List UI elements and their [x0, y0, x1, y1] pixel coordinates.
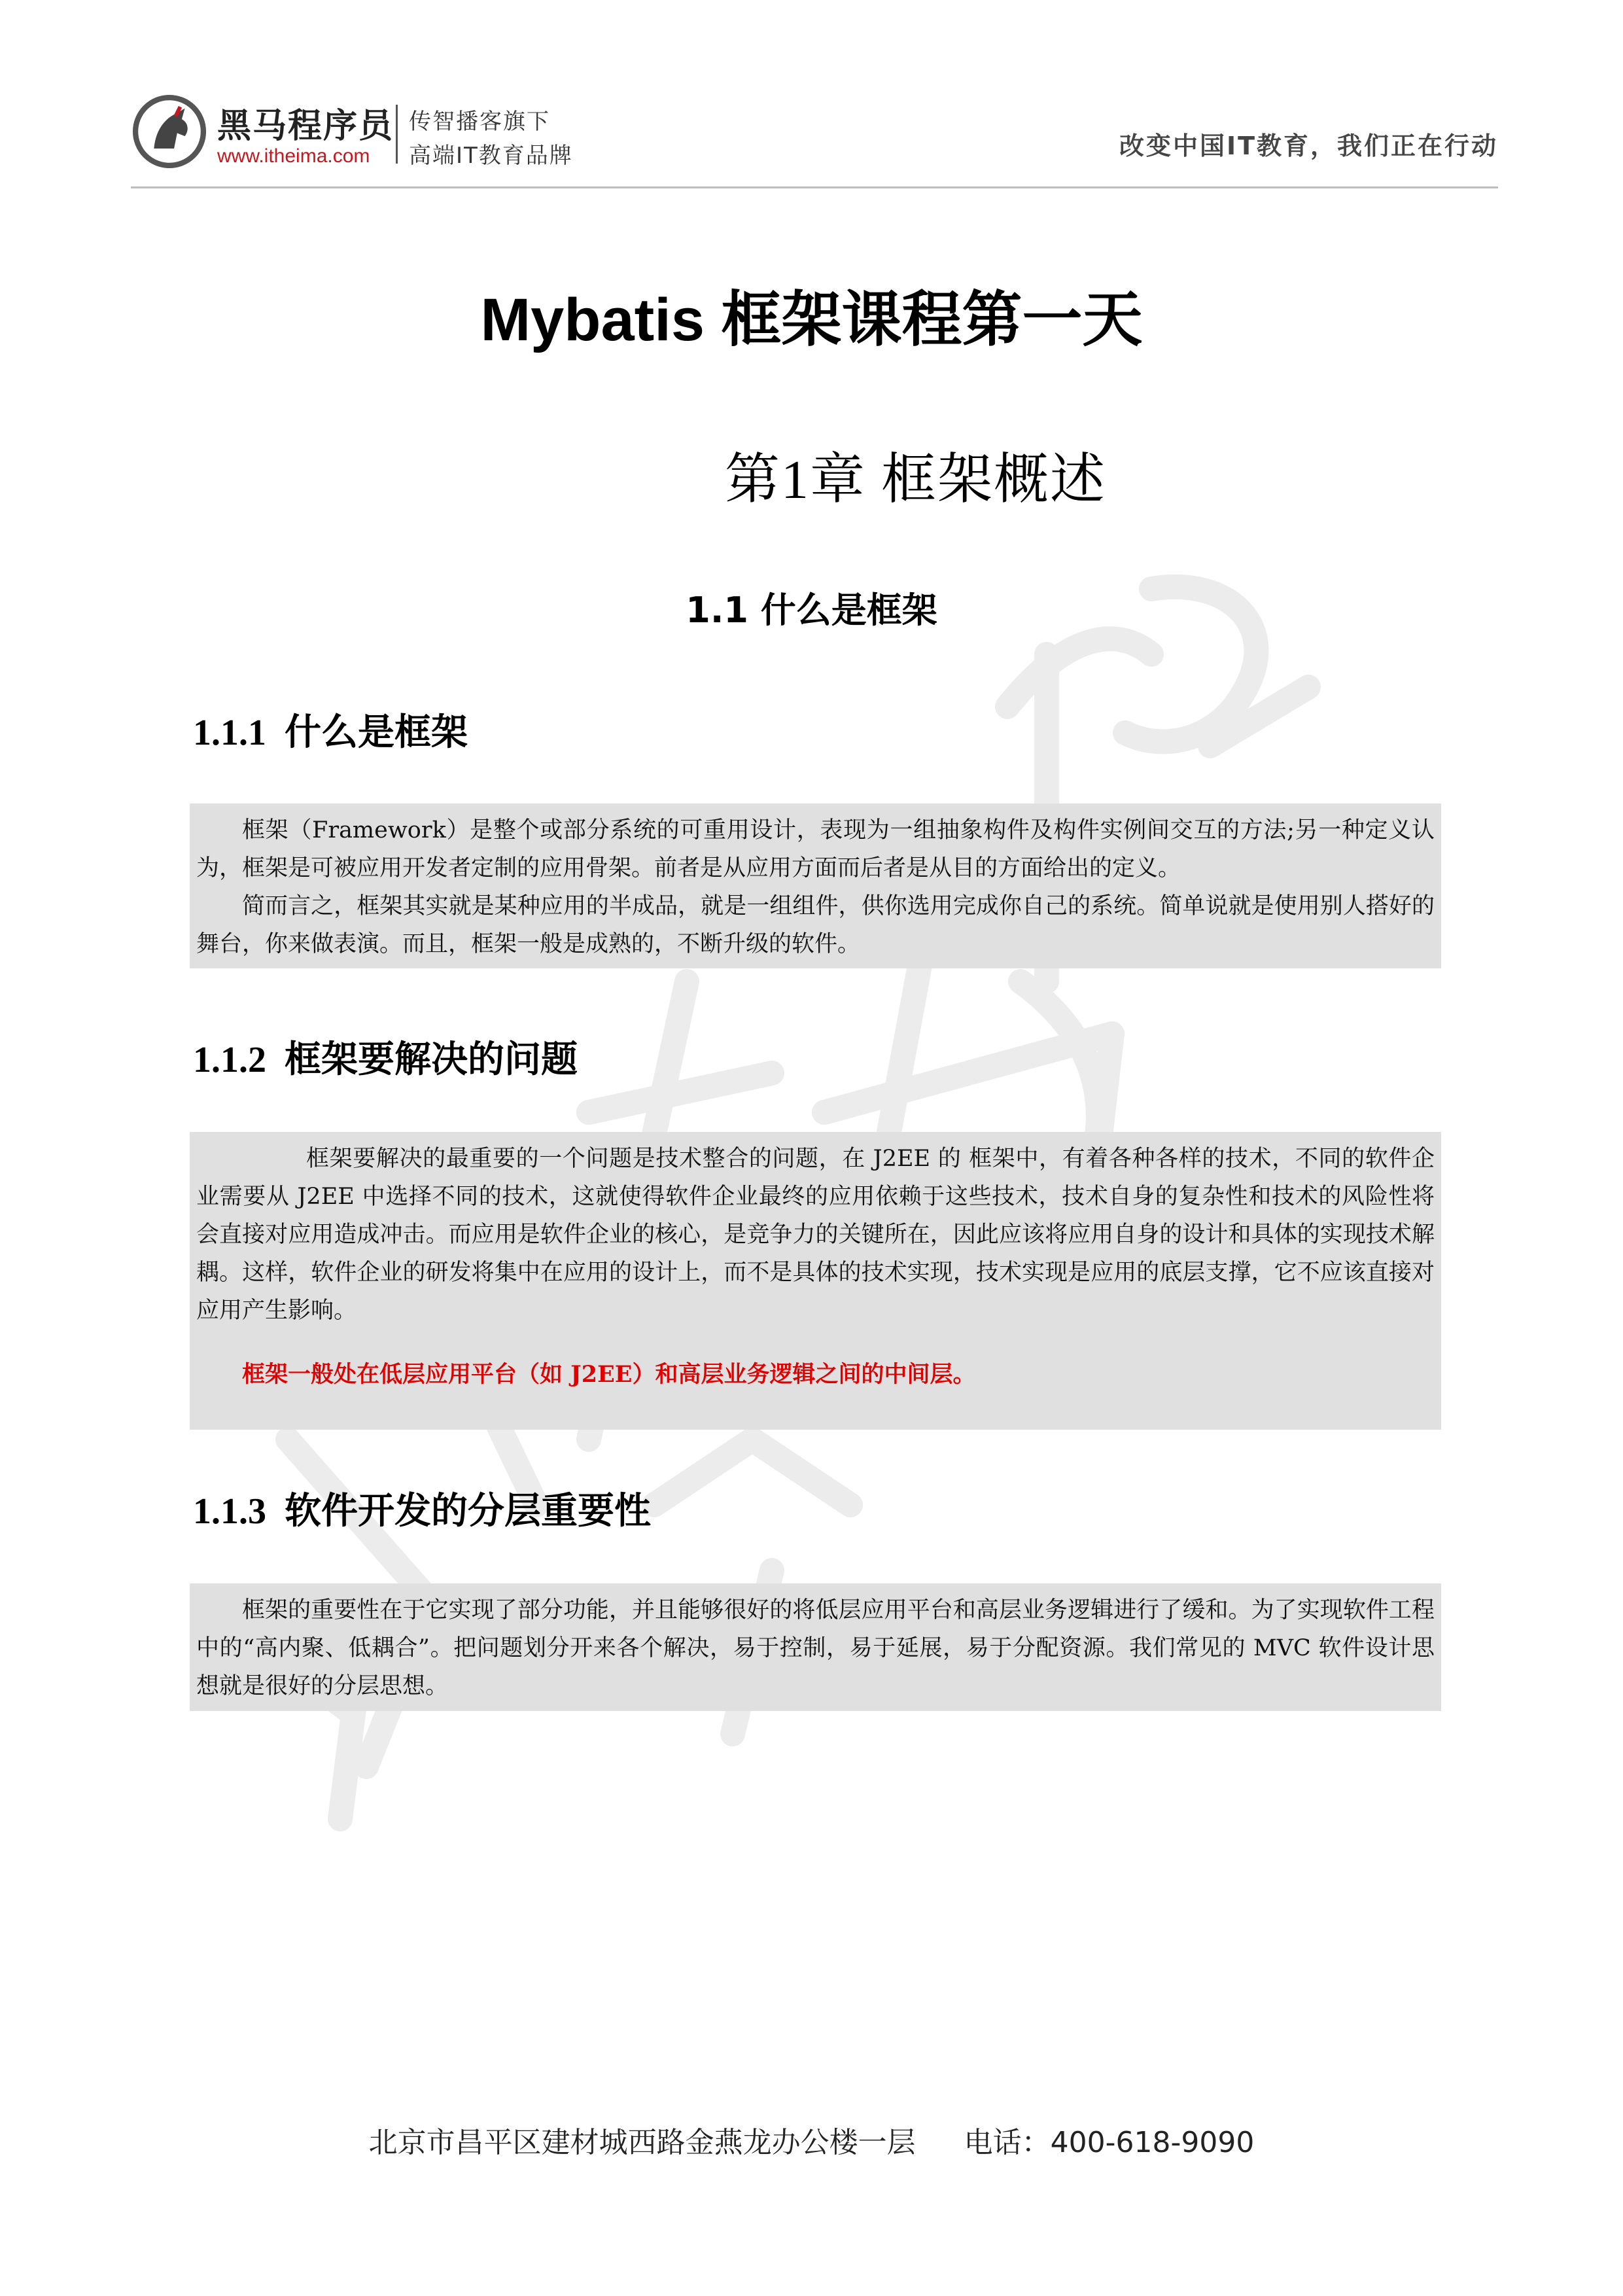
header-motto: 改变中国IT教育，我们正在行动 [1119, 132, 1498, 160]
footer-address: 北京市昌平区建材城西路金燕龙办公楼一层 [368, 2126, 916, 2159]
footer-phone: 电话：400-618-9090 [964, 2126, 1255, 2159]
subsection-heading: 软件开发的分层重要性 [285, 1491, 651, 1532]
subsection-heading: 什么是框架 [285, 713, 468, 753]
content-box-1-1-1 [190, 804, 1441, 968]
chapter-title: 第1章 框架概述 [725, 450, 1107, 510]
paragraph: 框架的重要性在于它实现了部分功能，并且能够很好的将低层应用平台和高层业务逻辑进行了缓和。为了实现软件工程中的“高内聚、低耦合”。把问题划分开来各个解决，易于控制，易于延展，易于分配资源。我们常见的 MVC 软件设计思想就是很好的分层思想。 [196, 1597, 1435, 1699]
section-title: 1.1 什么是框架 [686, 590, 937, 631]
page-footer [0, 2119, 1623, 2161]
content-box-1-1-3 [190, 1583, 1441, 1711]
subsection-number: 1.1.2 [193, 1040, 266, 1080]
page-header [131, 85, 1498, 190]
brand-divider [396, 105, 398, 164]
content-box-1-1-2 [190, 1132, 1441, 1430]
brand-name: 黑马程序员 [217, 107, 394, 146]
brand-url[interactable]: www.itheima.com [217, 145, 370, 167]
paragraph: 简而言之，框架其实就是某种应用的半成品，就是一组组件，供你选用完成你自己的系统。简单说就是使用别人搭好的舞台，你来做表演。而且，框架一般是成熟的，不断升级的软件。 [196, 893, 1435, 957]
paragraph: 框架（Framework）是整个或部分系统的可重用设计，表现为一组抽象构件及构件实例间交互的方法;另一种定义认为，框架是可被应用开发者定制的应用骨架。前者是从应用方面而后者是从目的方面给出的定义。 [196, 817, 1435, 881]
subsection-heading: 框架要解决的问题 [285, 1040, 578, 1080]
subsection-title-1-1-2 [193, 1031, 578, 1083]
header-divider [131, 186, 1498, 188]
document-title: Mybatis 框架课程第一天 [480, 287, 1143, 353]
brand-slogan-line1: 传智播客旗下 [409, 109, 550, 135]
brand-slogan-line2: 高端IT教育品牌 [409, 143, 573, 169]
horse-logo-icon [131, 93, 208, 170]
highlight-note: 框架一般处在低层应用平台（如 J2EE）和高层业务逻辑之间的中间层。 [242, 1361, 976, 1388]
subsection-title-1-1-3 [193, 1482, 651, 1534]
subsection-number: 1.1.1 [193, 713, 266, 753]
subsection-number: 1.1.3 [193, 1491, 266, 1532]
spacer [196, 1330, 1435, 1356]
paragraph: 框架要解决的最重要的一个问题是技术整合的问题，在 J2EE 的 框架中，有着各种各样的技术，不同的软件企业需要从 J2EE 中选择不同的技术，这就使得软件企业最终的应用依赖于这些技术，技术自身的复杂性和技术的风险性将会直接对应用造成冲击。而应用是软件企业的核心，是竞争力的关键所在，因此应该将应用自身的设计和具体的实现技术解耦。这样，软件企业的研发将集中在应用的设计上，而不是具体的技术实现，技术实现是应用的底层支撑，它不应该直接对应用产生影响。 [196, 1146, 1435, 1324]
subsection-title-1-1-1 [193, 703, 468, 756]
